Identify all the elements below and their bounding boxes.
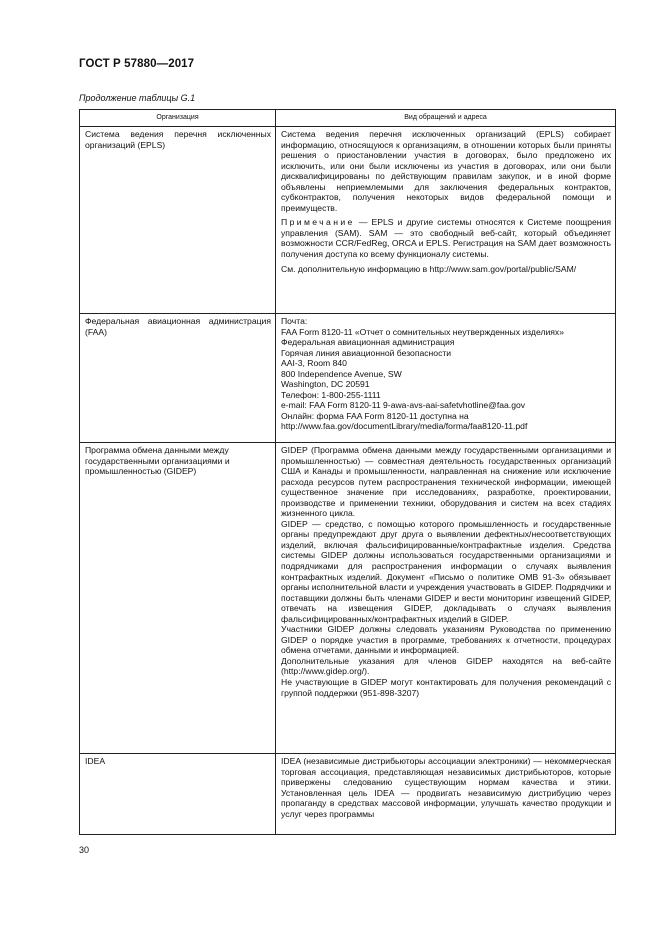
org-cell-idea: IDEA: [80, 754, 276, 835]
column-header-contacts: Вид обращений и адреса: [276, 110, 616, 127]
faa-line: Горячая линия авиационной безопасности: [281, 347, 452, 358]
faa-phone: Телефон: 1-800-255-1111: [281, 389, 381, 400]
table-row: [80, 314, 616, 443]
org-cell-epls: Система ведения перечня исключенных организаций (EPLS): [80, 127, 276, 314]
note-text: — EPLS и другие системы относятся к Системе поощрения управления (SAM). SAM — это свободный веб-сайт, который объединяет возможности CCR/FedReg, ORCA и EPLS. Регистрация на SAM дает возможность получения доступа ко всему функционалу системы.: [281, 217, 611, 260]
org-cell-faa: Федеральная авиационная администрация (FAA): [80, 314, 276, 443]
idea-paragraph: IDEA (независимые дистрибьюторы ассоциации электроники) — некоммерческая торговая ассоциация, представляющая независимых дистрибьюторов, которые привержены следованию существующим нормам качества и этики. Установленная цель IDEA — продвигать независимую дистрибуцию через пропаганду в средствах массовой информации, улучшать качество продукции и услуг через программы: [281, 756, 611, 819]
organizations-table: [79, 109, 616, 835]
gidep-paragraph: GIDEP (Программа обмена данными между государственными организациями и промышленностью) — совместная деятельность государственных организаций США и Канады и промышленности, направленная на снижение или исключение расхода ресурсов путем распространения технической информации, имеющей существенное значение при исследованиях, разработке, проектировании, производстве и применении техники, оборудования и систем на всех стадиях жизненного цикла.: [281, 445, 611, 519]
desc-cell-idea: [276, 754, 616, 835]
faa-line: FAA Form 8120-11 «Отчет о сомнительных неутвержденных изделиях»: [281, 326, 564, 337]
gidep-paragraph: Не участвующие в GIDEP могут контактировать для получения рекомендаций с группой поддержки (951-898-3207): [281, 677, 611, 698]
org-cell-gidep: Программа обмена данными между государственными организациями и промышленностью (GIDEP): [80, 443, 276, 754]
faa-line: Онлайн: форма FAA Form 8120-11 доступна на: [281, 410, 469, 421]
table-row: [80, 127, 616, 314]
faa-line: Федеральная авиационная администрация: [281, 337, 455, 348]
faa-line: Почта:: [281, 316, 308, 326]
epls-more-info: См. дополнительную информацию в http://www.sam.gov/portal/public/SAM/: [281, 263, 577, 274]
page-number: 30: [79, 845, 90, 855]
faa-line: Washington, DC 20591: [281, 379, 370, 390]
gidep-paragraph: Участники GIDEP должны следовать указаниям Руководства по применению GIDEP о порядке участия в программе, требованиях к отчетности, процедурах обмена отчетами, данными и информацией.: [281, 624, 611, 656]
faa-line: 800 Independence Avenue, SW: [281, 368, 402, 379]
faa-email: e-mail: FAA Form 8120-11 9-awa-avs-aai-safetvhotline@faa.gov: [281, 400, 526, 411]
table-row: [80, 443, 616, 754]
faa-form-link: http://www.faa.gov/documentLibrary/media/forma/faa8120-11.pdf: [281, 421, 528, 432]
table-caption: Продолжение таблицы G.1: [79, 93, 196, 103]
note-label: Примечание: [281, 217, 355, 228]
desc-cell-epls: [276, 127, 616, 314]
column-header-organization: Организация: [80, 110, 276, 127]
faa-line: AAI-3, Room 840: [281, 358, 347, 369]
table-header-row: [80, 110, 616, 127]
table-row: [80, 754, 616, 835]
gidep-paragraph: GIDEP — средство, с помощью которого промышленность и государственные органы предупреждают друг друга о выявлении дефектных/несоответствующих изделий, включая фальсифицированные/контрафактные изделия. Средства системы GIDEP должны использоваться государственными организациями и подрядчиками для распространения информации о случаях выявления контрафактных изделий. Документ «Письмо о политике OMB 91-3» обязывает органы исполнительной власти и учреждения участвовать в GIDEP. Подрядчики и поставщики должны быть членами GIDEP и вести мониторинг извещений GIDEP, отвечать на извещения GIDEP, докладывать о случаях выявления фальсифицированных/контрафактных изделий в GIDEP.: [281, 518, 611, 624]
epls-note: [281, 217, 611, 259]
document-header: ГОСТ Р 57880—2017: [79, 58, 195, 70]
epls-paragraph: Система ведения перечня исключенных организаций (EPLS) собирает информацию, относящуюся к организациям, в отношении которых были приняты решения о приостановлении участия в договорах, было предложено их исключить, или они были исключены из участия в договорах, или они были дисквалифицированы по действующим правилам закупок, и в иной форме объявлены неприемлемыми для заключения федеральных контрактов, субконтрактов, получения некоторых видов федеральной помощи и преимуществ.: [281, 129, 611, 213]
gidep-paragraph: Дополнительные указания для членов GIDEP находятся на веб-сайте (http://www.gidep.org/).: [281, 655, 611, 677]
desc-cell-gidep: [276, 443, 616, 754]
desc-cell-faa: [276, 314, 616, 443]
